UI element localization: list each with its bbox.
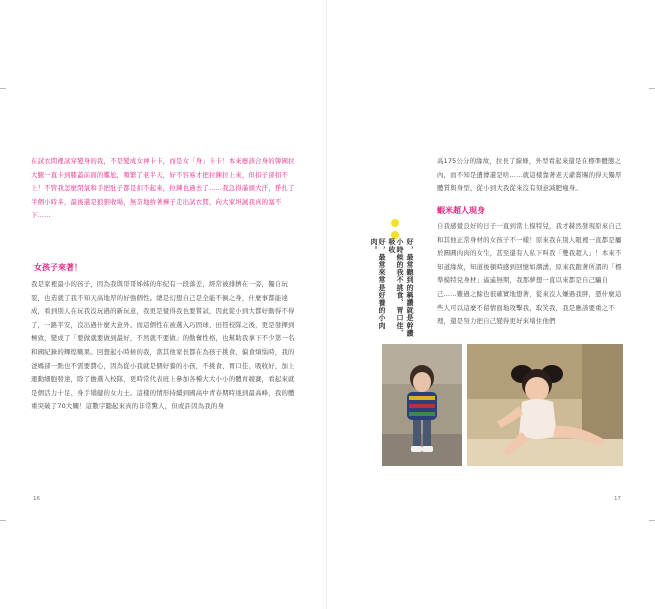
decorative-dot-icon: [391, 219, 399, 227]
photo-caption: [370, 238, 414, 344]
page-number-right: 17: [614, 496, 621, 502]
section-heading-left: 女孩子來著！: [34, 262, 82, 272]
body-paragraph-right: 自我感覺良好的日子一直到當上模特兒，我才赫然發現原來自己和其他正常身材的女孩子不一樣！原來我在別人眼裡一直都是屬於圓圓肉肉的女生，甚至還有人私下叫我「雙我超人」！本來不知道緣故，知道後頓時感到回憶如潮湧，原來我跑著所謂的「標準模特兒身材」遙遙無期，我那夢想一直以來都是自己騙自己……難過之餘也很確實地想著，從來沒人嫌過我胖，憑什麼這些人可以這麼不留情面地攻擊我、取笑我，我是應該要重之不理，還是努力把自己變得更好來堵住他們: [437, 222, 622, 326]
toddler-photo-art: [382, 344, 462, 466]
continued-paragraph-right: 高175公分的緣故，拉長了線條，外型看起來還是在標準體態之內，而不知是遺傳還是啥……就這樣靠著老天爺賞賜的得天獨厚體質與身型，從小到大我從來沒有刻意減肥瘦身。: [437, 157, 622, 193]
caption-line: 好，最常聽到的稱讚就是幹讚: [406, 238, 414, 337]
caption-line: 好，最常來常是好養的小肉肉。: [370, 238, 386, 330]
toddler-sweater-photo: [382, 344, 462, 466]
body-paragraph-left: 我是家裡最小的孩子，因為我與哥哥姊姊的年紀有一段落差，經常被排擠在一旁，獨自玩耍，也造就了我不知天高地厚的好強個性。總是幻想自己是全能不倒之身，什麼事都能達成，看到別人在玩我沒玩過的新玩意，我更是覺得我也要嘗試，因此從小到大都好動得不得了，一路平安，沒出過什麼大意外。而這個性在被選入巧固球、田徑校隊之後，更是發揮到極致，變成了「要做就要做到最好，不然就不要做」的勤奮性格，也幫助我拿下不少第一名和國紀錄的輝煌戰果。回想起小時候的我，當其他家長都在為孩子挑食、偏食煩惱時，我的爸媽卻一點也不需要費心，因為從小我就是個好養的小孩，不挑食、胃口佳、吸收好，加上運動細胞發達，除了擔選入校隊，更時常代表班上參加各種大大小小的體育競賽，看起來就是個活力十足、身手矯健的女力士。這樣的情形持續到國高中青春期時達到最高峰，我的體重突破了70大關！這數字聽起來真的非常驚人，但或許因為我的身: [31, 280, 295, 411]
child-pigtails-photo: [467, 344, 623, 466]
child-photo-art: [467, 344, 623, 466]
page-number-left: 16: [33, 496, 40, 502]
caption-line: 小時候的我不挑食、胃口佳、吸收: [388, 238, 404, 337]
crop-mark: [0, 88, 6, 89]
left-page: [0, 0, 327, 609]
crop-mark: [0, 520, 6, 521]
crop-mark: [649, 88, 655, 89]
section-heading-right: 蝦米超人現身: [437, 205, 485, 215]
crop-mark: [649, 520, 655, 521]
intro-paragraph: 在試衣間裡試穿變身的我，不是變成女神卡卡，而是女「身」卡卡！本來應該合身的韓國拉大腿一直卡到膝蓋前面的尷尬，頻繁了老半天，好不容易才把拉鍊拉上來，但扣子卻扣不上！不管我怎麼閉氣和手把肚子都是扣不起來，拉鍊也過去了……我急得滿頭大汗，掙扎了半個小時多，最後還是狼狽收場，無奈地拚著褲子走出試衣間，向大家坦誠我真的塞不下……: [31, 157, 295, 220]
